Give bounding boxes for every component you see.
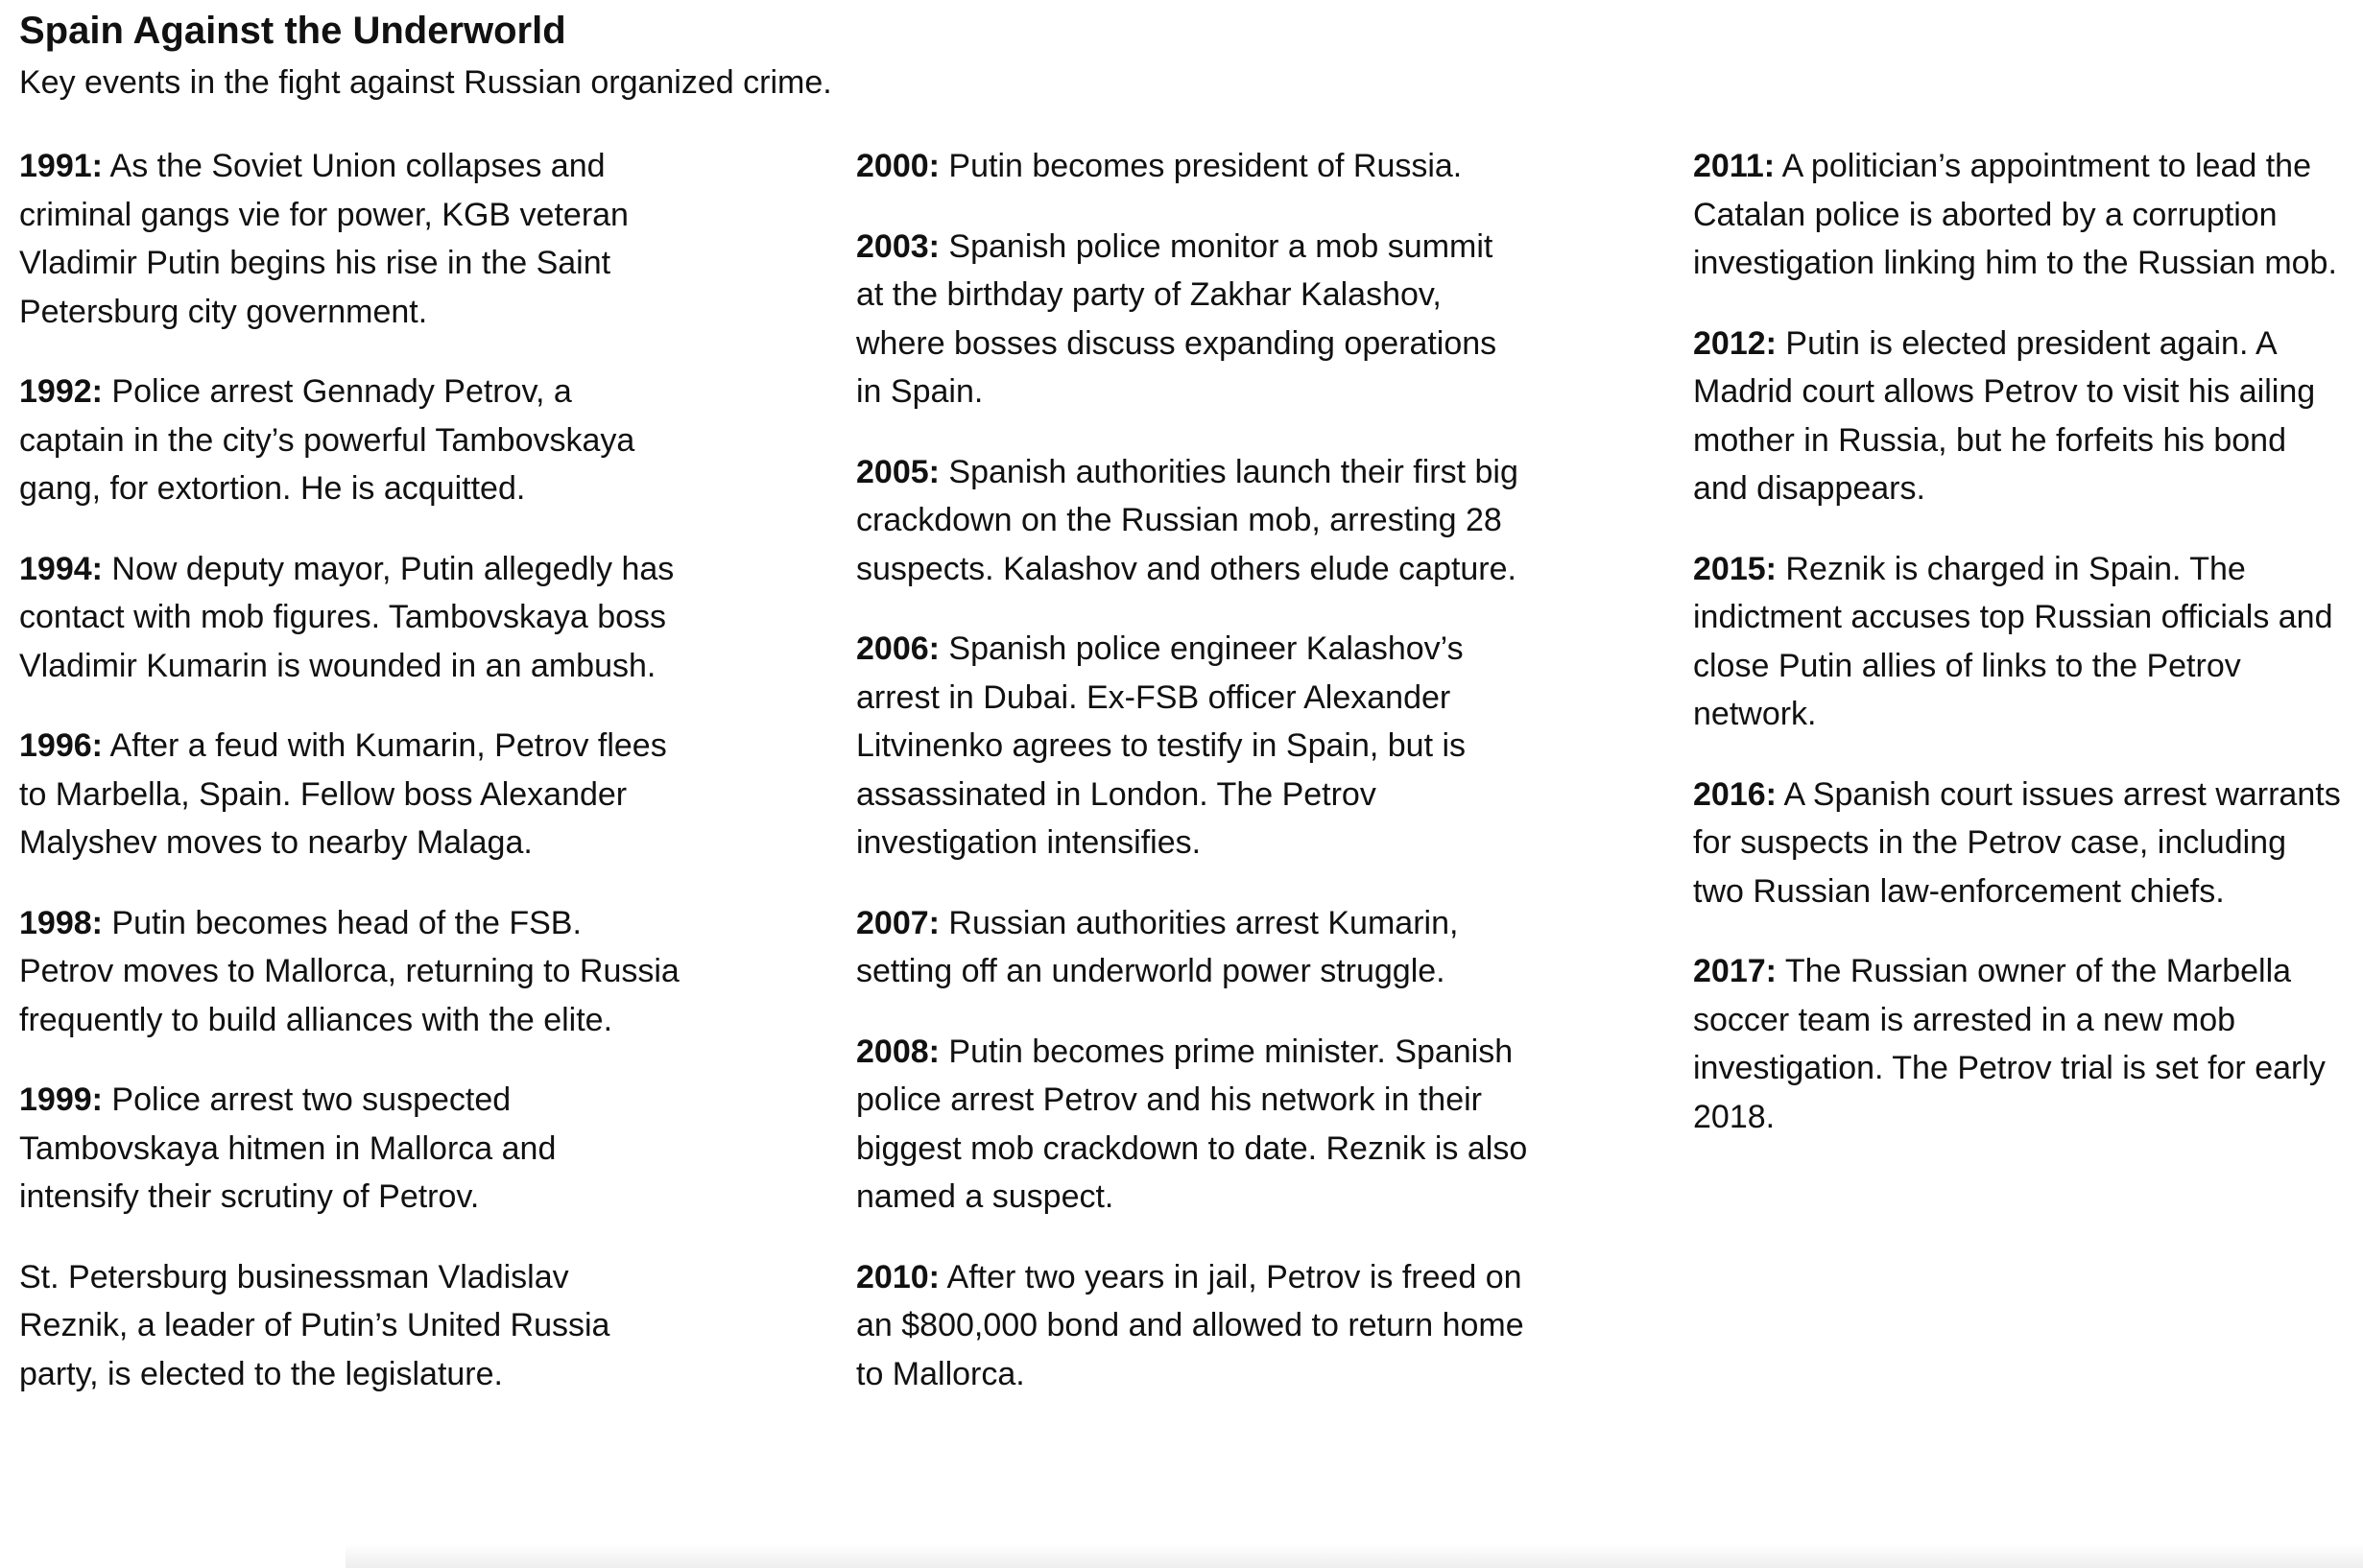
- entry-text: A politician’s appointment to lead the Catalan police is aborted by a corruption investigation linking him to the Russian mob.: [1693, 148, 2337, 281]
- timeline-column-1: [19, 142, 681, 1430]
- entry-text: Spanish police monitor a mob summit at the birthday party of Zakhar Kalashov, where bosses discuss expanding operations in Spain.: [856, 227, 1497, 410]
- entry-text: As the Soviet Union collapses and criminal gangs vie for power, KGB veteran Vladimir Putin begins his rise in the Saint Petersburg city government.: [19, 148, 629, 330]
- timeline-entry: [856, 1028, 1528, 1222]
- entry-text: Spanish police engineer Kalashov’s arrest in Dubai. Ex-FSB officer Alexander Litvinenko agrees to testify in Spain, but is assassinated in London. The Petrov investigation intensifies.: [856, 630, 1467, 861]
- timeline-entry: [856, 142, 1528, 191]
- timeline-entry: [19, 368, 681, 513]
- entry-text: Russian authorities arrest Kumarin, setting off an underworld power struggle.: [856, 904, 1459, 989]
- timeline-entry: [1693, 545, 2346, 739]
- timeline-entry: [19, 899, 681, 1045]
- timeline-entry: [856, 448, 1528, 594]
- entry-year: 2003:: [856, 227, 940, 265]
- entry-text: Putin is elected president again. A Madrid court allows Petrov to visit his ailing mother in Russia, but he forfeits his bond and disappears.: [1693, 324, 2316, 507]
- entry-year: 2015:: [1693, 550, 1777, 587]
- entry-year: 2016:: [1693, 775, 1777, 813]
- entry-year: 1998:: [19, 904, 103, 941]
- entry-year: 2011:: [1693, 148, 1776, 184]
- entry-text: After two years in jail, Petrov is freed on an $800,000 bond and allowed to return home to Mallorca.: [856, 1258, 1524, 1392]
- timeline-entry: [1693, 320, 2346, 513]
- entry-year: 1991:: [19, 148, 103, 184]
- timeline-entry: [1693, 771, 2346, 916]
- timeline-entry: [19, 1076, 681, 1222]
- entry-year: 2005:: [856, 453, 940, 490]
- entry-text: Now deputy mayor, Putin allegedly has contact with mob figures. Tambovskaya boss Vladimir Kumarin is wounded in an ambush.: [19, 550, 675, 684]
- entry-text: Putin becomes president of Russia.: [948, 148, 1463, 184]
- entry-text: After a feud with Kumarin, Petrov flees to Marbella, Spain. Fellow boss Alexander Malyshev moves to nearby Malaga.: [19, 727, 667, 861]
- bottom-fade: [346, 1543, 2363, 1568]
- entry-text: Police arrest Gennady Petrov, a captain in the city’s powerful Tambovskaya gang, for extortion. He is acquitted.: [19, 373, 635, 507]
- entry-year: 2010:: [856, 1258, 940, 1295]
- entry-text: The Russian owner of the Marbella soccer team is arrested in a new mob investigation. The Petrov trial is set for early 2018.: [1693, 953, 2326, 1135]
- entry-year: 2008:: [856, 1033, 940, 1070]
- entry-text: Putin becomes prime minister. Spanish police arrest Petrov and his network in their biggest mob crackdown to date. Reznik is also named a suspect.: [856, 1033, 1528, 1215]
- timeline-entry: [19, 722, 681, 867]
- page-subtitle: Key events in the fight against Russian organized crime.: [19, 64, 832, 101]
- timeline-entry: [19, 1253, 681, 1399]
- timeline-entry: [856, 625, 1528, 867]
- timeline-column-2: [856, 142, 1528, 1430]
- timeline-entry: [856, 1253, 1528, 1399]
- entry-year: 2012:: [1693, 324, 1777, 362]
- entry-text: St. Petersburg businessman Vladislav Reznik, a leader of Putin’s United Russia party, is elected to the legislature.: [19, 1258, 610, 1392]
- entry-text: Spanish authorities launch their first big crackdown on the Russian mob, arresting 28 suspects. Kalashov and others elude capture.: [856, 453, 1518, 587]
- entry-text: Police arrest two suspected Tambovskaya hitmen in Mallorca and intensify their scrutiny of Petrov.: [19, 1081, 557, 1215]
- timeline-entry: [856, 223, 1528, 416]
- timeline-entry: [19, 545, 681, 691]
- entry-year: 1992:: [19, 373, 103, 410]
- entry-text: Putin becomes head of the FSB. Petrov moves to Mallorca, returning to Russia frequently to build alliances with the elite.: [19, 904, 680, 1038]
- entry-year: 2017:: [1693, 953, 1777, 989]
- timeline-column-3: [1693, 142, 2346, 1173]
- entry-text: A Spanish court issues arrest warrants for suspects in the Petrov case, including two Russian law-enforcement chiefs.: [1693, 775, 2341, 910]
- timeline-page: [19, 0, 2342, 1568]
- timeline-entry: [856, 899, 1528, 996]
- entry-year: 1999:: [19, 1081, 103, 1118]
- timeline-entry: [1693, 947, 2346, 1141]
- entry-year: 2000:: [856, 148, 940, 184]
- entry-year: 1996:: [19, 727, 103, 764]
- entry-text: Reznik is charged in Spain. The indictment accuses top Russian officials and close Putin allies of links to the Petrov network.: [1693, 550, 2333, 732]
- entry-year: 2006:: [856, 630, 940, 667]
- timeline-entry: [19, 142, 681, 336]
- entry-year: 1994:: [19, 550, 103, 587]
- entry-year: 2007:: [856, 904, 940, 941]
- page-title: Spain Against the Underworld: [19, 10, 566, 52]
- timeline-entry: [1693, 142, 2346, 288]
